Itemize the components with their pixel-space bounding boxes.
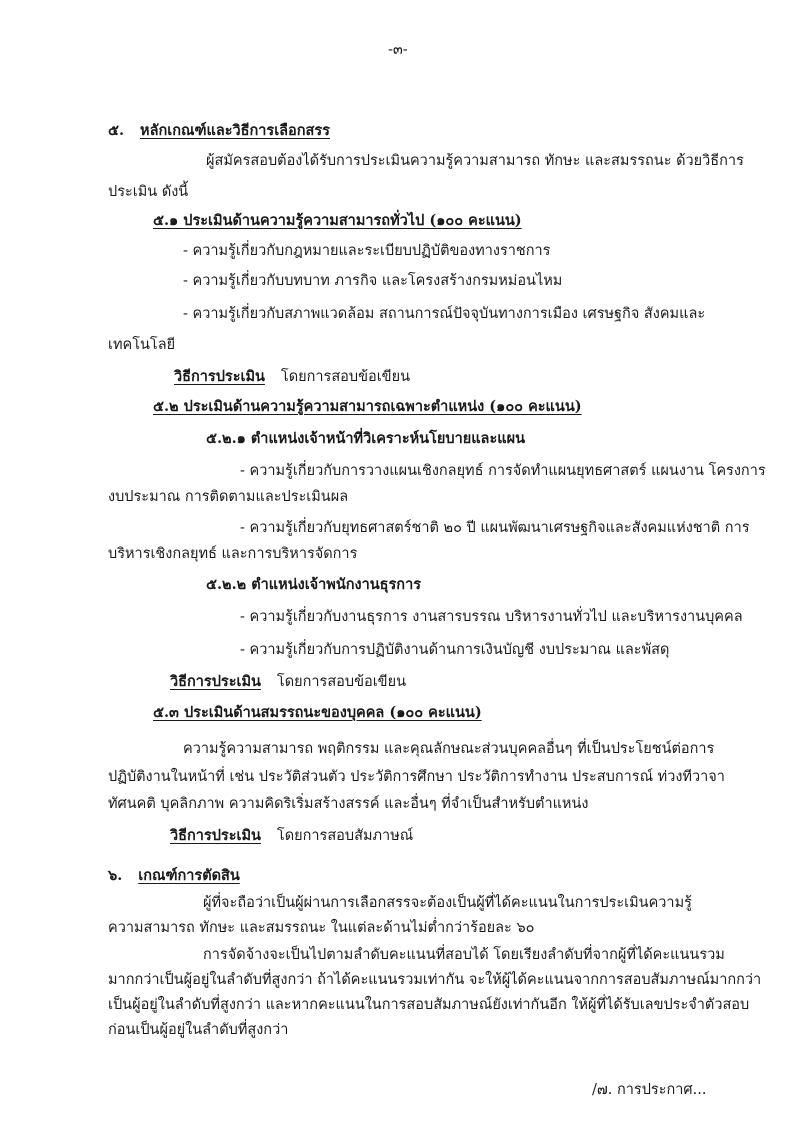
method-value: โดยการสอบข้อเขียน [276, 674, 406, 690]
section522-heading: ๕.๒.๒ ตำแหน่งเจ้าพนักงานธุรการ [206, 576, 422, 593]
method-label: วิธีการประเมิน [174, 368, 265, 385]
section51-item2: - ความรู้เกี่ยวกับบทบาท ภารกิจ และโครงสร้างกรมหม่อนไหม [183, 273, 563, 289]
section51-method [174, 367, 410, 387]
section5-heading [108, 121, 330, 141]
section53-heading: ๕.๓ ประเมินด้านสมรรถนะของบุคคล (๑๐๐ คะแนน) [153, 704, 482, 721]
section51-item3-line2: เทคโนโลยี [108, 337, 176, 353]
section53-para-line2: ปฏิบัติงานในหน้าที่ เช่น ประวัติส่วนตัว ประวัติการศึกษา ประวัติการทำงาน ประสบการณ์ ท่วงทีวาจา [108, 769, 725, 785]
method-value: โดยการสอบข้อเขียน [280, 369, 410, 385]
section521-item1-line1: - ความรู้เกี่ยวกับการวางแผนเชิงกลยุทธ์ การจัดทำแผนยุทธศาสตร์ แผนงาน โครงการ [240, 463, 766, 479]
section6-heading [108, 866, 240, 886]
section5-intro-line1: ผู้สมัครสอบต้องได้รับการประเมินความรู้ความสามารถ ทักษะ และสมรรถนะ ด้วยวิธีการ [206, 153, 744, 169]
section6-p1-line2: ความสามารถ ทักษะ และสมรรถนะ ในแต่ละด้านไม่ต่ำกว่าร้อยละ ๖๐ [108, 920, 535, 936]
section6-p1-line1: ผู้ที่จะถือว่าเป็นผู้ผ่านการเลือกสรรจะต้องเป็นผู้ที่ได้คะแนนในการประเมินความรู้ [203, 895, 692, 911]
section53-para-line1: ความรู้ความสามารถ พฤติกรรม และคุณลักษณะส่วนบุคคลอื่นๆ ที่เป็นประโยชน์ต่อการ [183, 741, 715, 757]
section51-item1: - ความรู้เกี่ยวกับกฎหมายและระเบียบปฏิบัติของทางราชการ [183, 243, 551, 259]
section51-heading: ๕.๑ ประเมินด้านความรู้ความสามารถทั่วไป (๑๐๐ คะแนน) [153, 212, 522, 229]
method-label: วิธีการประเมิน [170, 673, 261, 690]
section6-p2-line3: เป็นผู้อยู่ในลำดับที่สูงกว่า และหากคะแนนในการสอบสัมภาษณ์ยังเท่ากันอีก ให้ผู้ที่ได้รับเลขประจำตัวสอบ [108, 997, 750, 1013]
section5-title: หลักเกณฑ์และวิธีการเลือกสรร [140, 122, 330, 139]
section6-number: ๖. [108, 867, 123, 884]
section52-method [170, 672, 406, 692]
page-number: -๓- [388, 42, 408, 58]
section522-item1: - ความรู้เกี่ยวกับงานธุรการ งานสารบรรณ บริหารงานทั่วไป และบริหารงานบุคคล [240, 609, 743, 625]
section53-para-line3: ทัศนคติ บุคลิกภาพ ความคิดริเริ่มสร้างสรรค์ และอื่นๆ ที่จำเป็นสำหรับตำแหน่ง [108, 796, 589, 812]
method-value: โดยการสอบสัมภาษณ์ [276, 828, 414, 844]
section6-title: เกณฑ์การตัดสิน [138, 867, 240, 884]
section53-method [170, 826, 413, 846]
section522-item2: - ความรู้เกี่ยวกับการปฏิบัติงานด้านการเงินบัญชี งบประมาณ และพัสดุ [240, 642, 670, 658]
continuation-note: /๗. การประกาศ... [592, 1082, 707, 1098]
section51-item3-line1: - ความรู้เกี่ยวกับสภาพแวดล้อม สถานการณ์ปัจจุบันทางการเมือง เศรษฐกิจ สังคมและ [183, 306, 706, 322]
section521-heading: ๕.๒.๑ ตำแหน่งเจ้าหน้าที่วิเคราะห์นโยบายและแผน [206, 430, 525, 447]
section6-p2-line2: มากกว่าเป็นผู้อยู่ในลำดับที่สูงกว่า ถ้าได้คะแนนรวมเท่ากัน จะให้ผู้ได้คะแนนจากการสอบสัมภาษณ์มากกว่า [108, 972, 762, 988]
section521-item1-line2: งบประมาณ การติดตามและประเมินผล [108, 489, 349, 505]
section6-p2-line1: การจัดจ้างจะเป็นไปตามลำดับคะแนนที่สอบได้ โดยเรียงลำดับที่จากผู้ที่ได้คะแนนรวม [203, 947, 725, 963]
section5-number: ๕. [108, 122, 125, 139]
section52-heading: ๕.๒ ประเมินด้านความรู้ความสามารถเฉพาะตำแหน่ง (๑๐๐ คะแนน) [153, 398, 582, 415]
section6-p2-line4: ก่อนเป็นผู้อยู่ในลำดับที่สูงกว่า [108, 1022, 289, 1038]
method-label: วิธีการประเมิน [170, 827, 261, 844]
section521-item2-line1: - ความรู้เกี่ยวกับยุทธศาสตร์ชาติ ๒๐ ปี แผนพัฒนาเศรษฐกิจและสังคมแห่งชาติ การ [240, 520, 750, 536]
section521-item2-line2: บริหารเชิงกลยุทธ์ และการบริหารจัดการ [108, 546, 358, 562]
section5-intro-line2: ประเมิน ดังนี้ [108, 184, 189, 200]
